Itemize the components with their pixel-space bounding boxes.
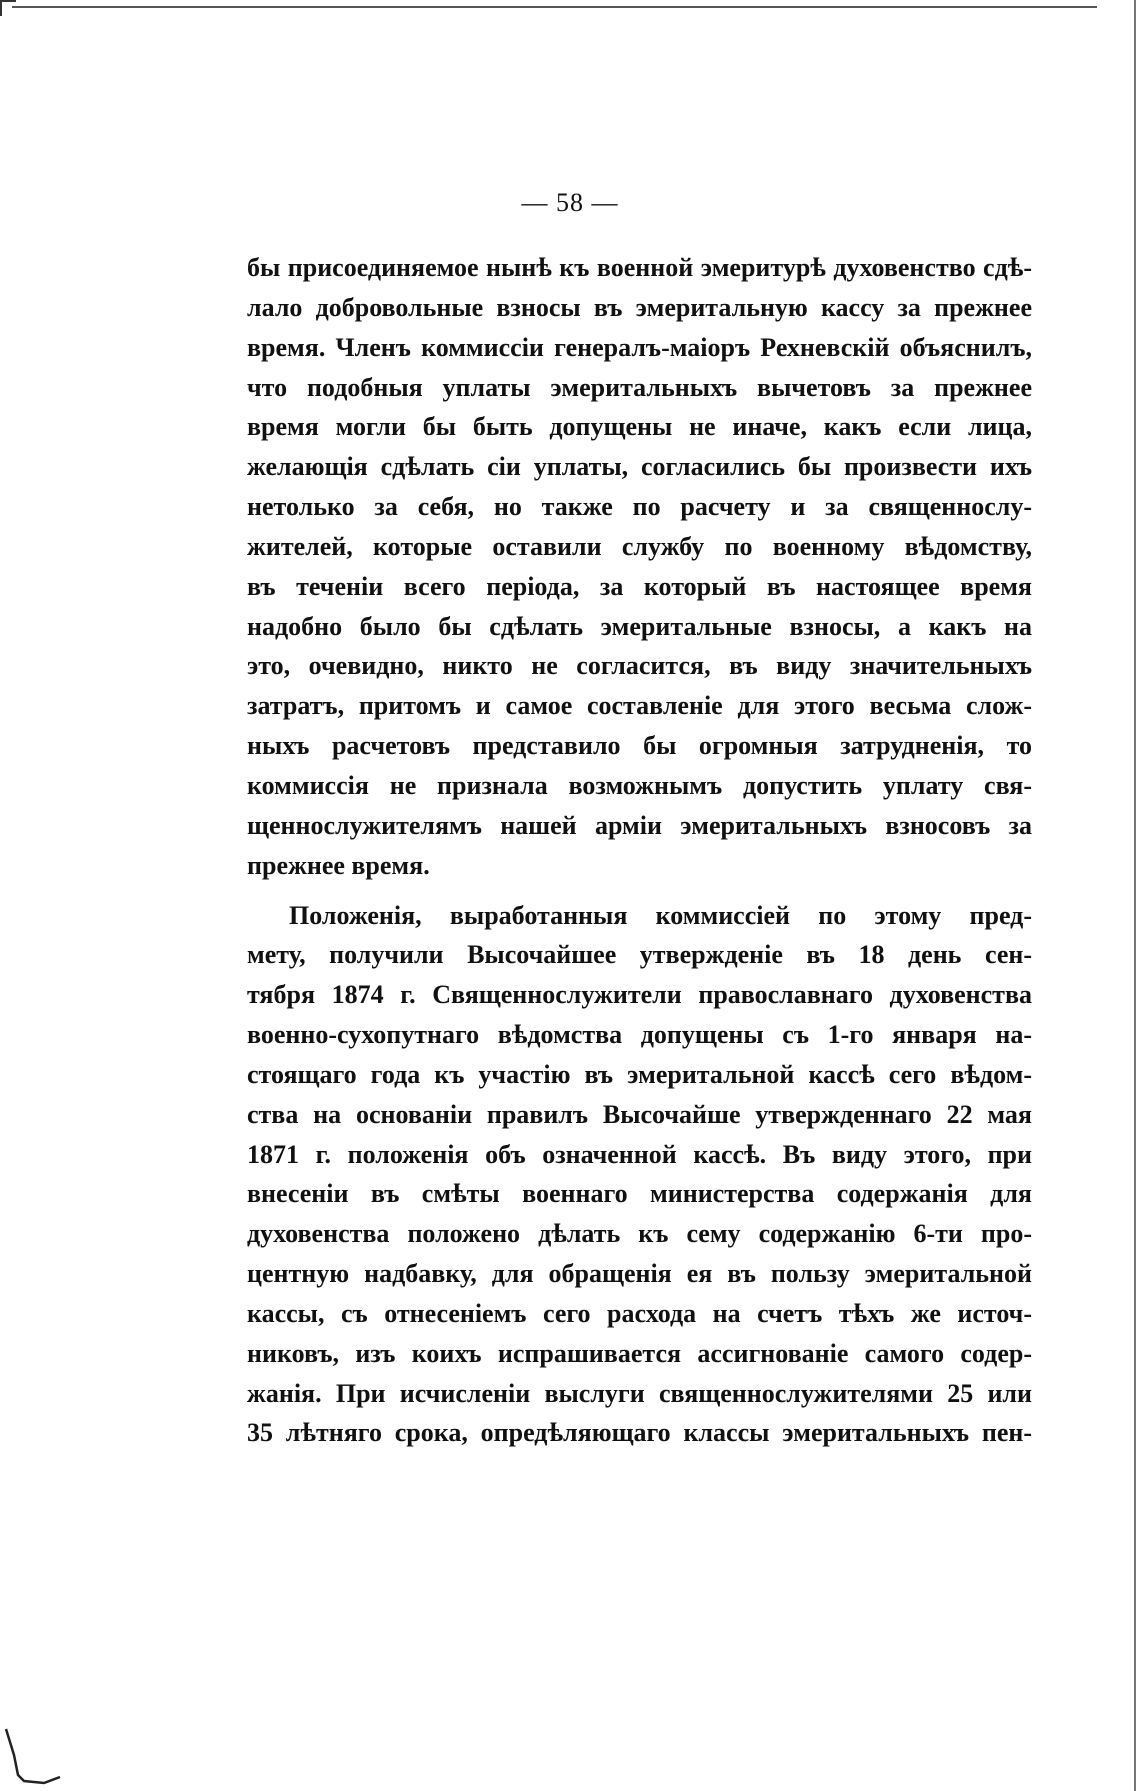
text-line: никовъ, изъ коихъ испрашивается ассигнованіе самого содер- (247, 1338, 1032, 1368)
text-line: надобно было бы сдѣлать эмеритальные взносы, а какъ на (247, 611, 1032, 641)
scan-bottom-mark (4, 1725, 64, 1785)
text-line: жителей, которые оставили службу по военному вѣдомству, (247, 531, 1032, 561)
text-line: желающія сдѣлать сіи уплаты, согласились бы произвести ихъ (247, 452, 1032, 482)
paragraph-1 (247, 248, 1032, 886)
scan-top-rule (12, 6, 1097, 8)
text-line: лало добровольные взносы въ эмеритальную кассу за прежнее (247, 292, 1032, 322)
text-line: мету, получили Высочайшее утвержденіе въ 18 день сен- (247, 940, 1032, 970)
page-body (247, 248, 1032, 1453)
text-line: прежнее время. (247, 850, 430, 880)
page-number: — 58 — (521, 188, 619, 217)
text-line: кассы, съ отнесеніемъ сего расхода на счетъ тѣхъ же источ- (247, 1298, 1032, 1328)
text-line: въ теченіи всего періода, за который въ настоящее время (247, 571, 1032, 601)
text-line: бы присоединяемое нынѣ къ военной эмеритурѣ духовенство сдѣ- (247, 253, 1032, 282)
text-line: щеннослужителямъ нашей арміи эмеритальныхъ взносовъ за (247, 810, 1032, 840)
text-line: ныхъ расчетовъ представило бы огромныя затрудненія, то (247, 731, 1032, 761)
text-line: 35 лѣтняго срока, опредѣляющаго классы эмеритальныхъ пен- (247, 1418, 1032, 1448)
text-line: время. Членъ коммиссіи генералъ-маіоръ Рехневскій объяснилъ, (247, 332, 1032, 362)
text-line: что подобныя уплаты эмеритальныхъ вычетовъ за прежнее (247, 372, 1032, 402)
text-line: время могли бы быть допущены не иначе, какъ если лица, (247, 412, 1032, 442)
text-line: 1871 г. положенія объ означенной кассѣ. Въ виду этого, при (247, 1139, 1032, 1169)
text-line: центную надбавку, для обращенія ея въ пользу эмеритальной (247, 1259, 1032, 1289)
text-line: военно-сухопутнаго вѣдомства допущены съ 1-го января на- (247, 1020, 1032, 1050)
text-line: внесеніи въ смѣты военнаго министерства содержанія для (247, 1179, 1032, 1209)
text-line: жанія. При исчисленіи выслуги священнослужителями 25 или (247, 1378, 1032, 1408)
text-line: Положенія, выработанныя коммиссіей по этому пред- (289, 900, 1032, 930)
text-line: тября 1874 г. Священнослужители православнаго духовенства (247, 980, 1032, 1010)
text-line: это, очевидно, никто не согласится, въ виду значительныхъ (247, 651, 1032, 681)
text-line: стоящаго года къ участію въ эмеритальной кассѣ сего вѣдом- (247, 1059, 1032, 1089)
text-line: ства на основаніи правилъ Высочайше утвержденнаго 22 мая (247, 1099, 1032, 1129)
text-line: нетолько за себя, но также по расчету и за священнослу- (247, 492, 1032, 522)
paragraph-gap (247, 886, 1032, 896)
text-line: коммиссія не признала возможнымъ допустить уплату свя- (247, 770, 1032, 800)
scan-corner-mark (0, 0, 16, 16)
text-line: затратъ, притомъ и самое составленіе для этого весьма слож- (247, 691, 1032, 721)
paragraph-2 (247, 896, 1032, 1454)
text-line: духовенства положено дѣлать къ сему содержанію 6-ти про- (247, 1219, 1032, 1249)
scan-right-rule (1134, 0, 1136, 1791)
